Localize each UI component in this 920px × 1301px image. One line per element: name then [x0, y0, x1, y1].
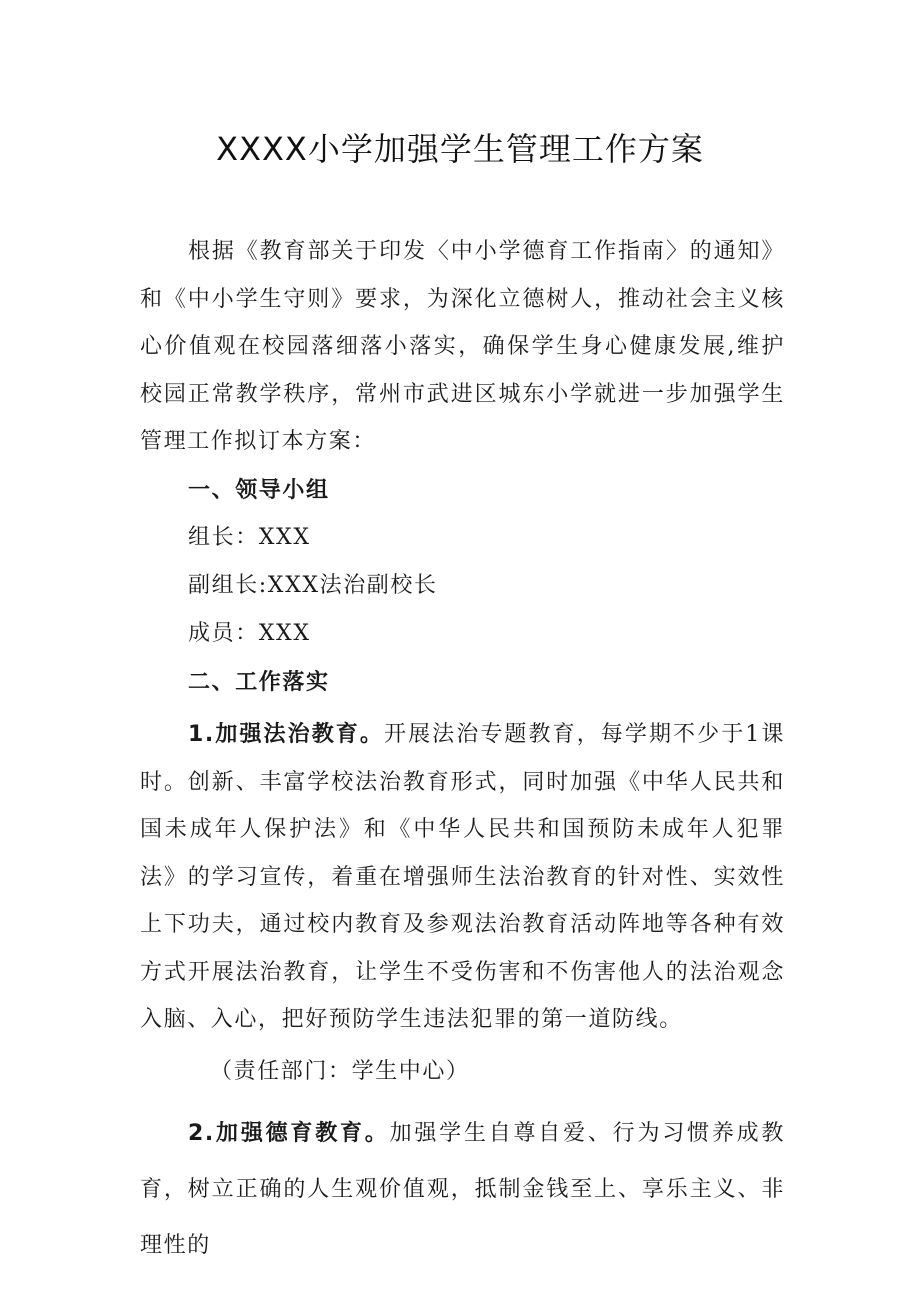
leader-line: 组长：XXX	[188, 525, 311, 550]
members-line: 成员：XXX	[188, 621, 311, 646]
item1-responsible-department: （责任部门：学生中心）	[210, 1059, 470, 1084]
item1-paragraph	[140, 711, 785, 1044]
intro-paragraph: 根据《教育部关于印发〈中小学德育工作指南〉的通知》和《中小学生守则》要求，为深化立德树人，推动社会主义核心价值观在校园落细落小落实，确保学生身心健康发展,维护校园正常教学秩序，常州市武进区城东小学就进一步加强学生管理工作拟订本方案：	[140, 239, 785, 454]
item1-lead: 1.加强法治教育。	[188, 722, 384, 747]
deputy-leader-line: 副组长:XXX法治副校长	[188, 573, 438, 598]
item2-lead: 2.加强德育教育。	[188, 1121, 390, 1146]
item2-text: 加强学生自尊自爱、行为习惯养成教育，树立正确的人生观价值观，抵制金钱至上、享乐主义、非理性的	[140, 1121, 785, 1258]
document-title: XXXX小学加强学生管理工作方案	[216, 130, 704, 168]
item1-text: 开展法治专题教育，每学期不少于1课时。创新、丰富学校法治教育形式，同时加强《中华人民共和国未成年人保护法》和《中华人民共和国预防未成年人犯罪法》的学习宣传，着重在增强师生法治教育的针对性、实效性上下功夫，通过校内教育及参观法治教育活动阵地等各种有效方式开展法治教育，让学生不受伤害和不伤害他人的法治观念入脑、入心，把好预防学生违法犯罪的第一道防线。	[140, 722, 785, 1032]
section-heading-leadership: 一、领导小组	[188, 478, 330, 503]
section-heading-work: 二、工作落实	[188, 670, 330, 695]
item2-paragraph	[140, 1106, 785, 1274]
